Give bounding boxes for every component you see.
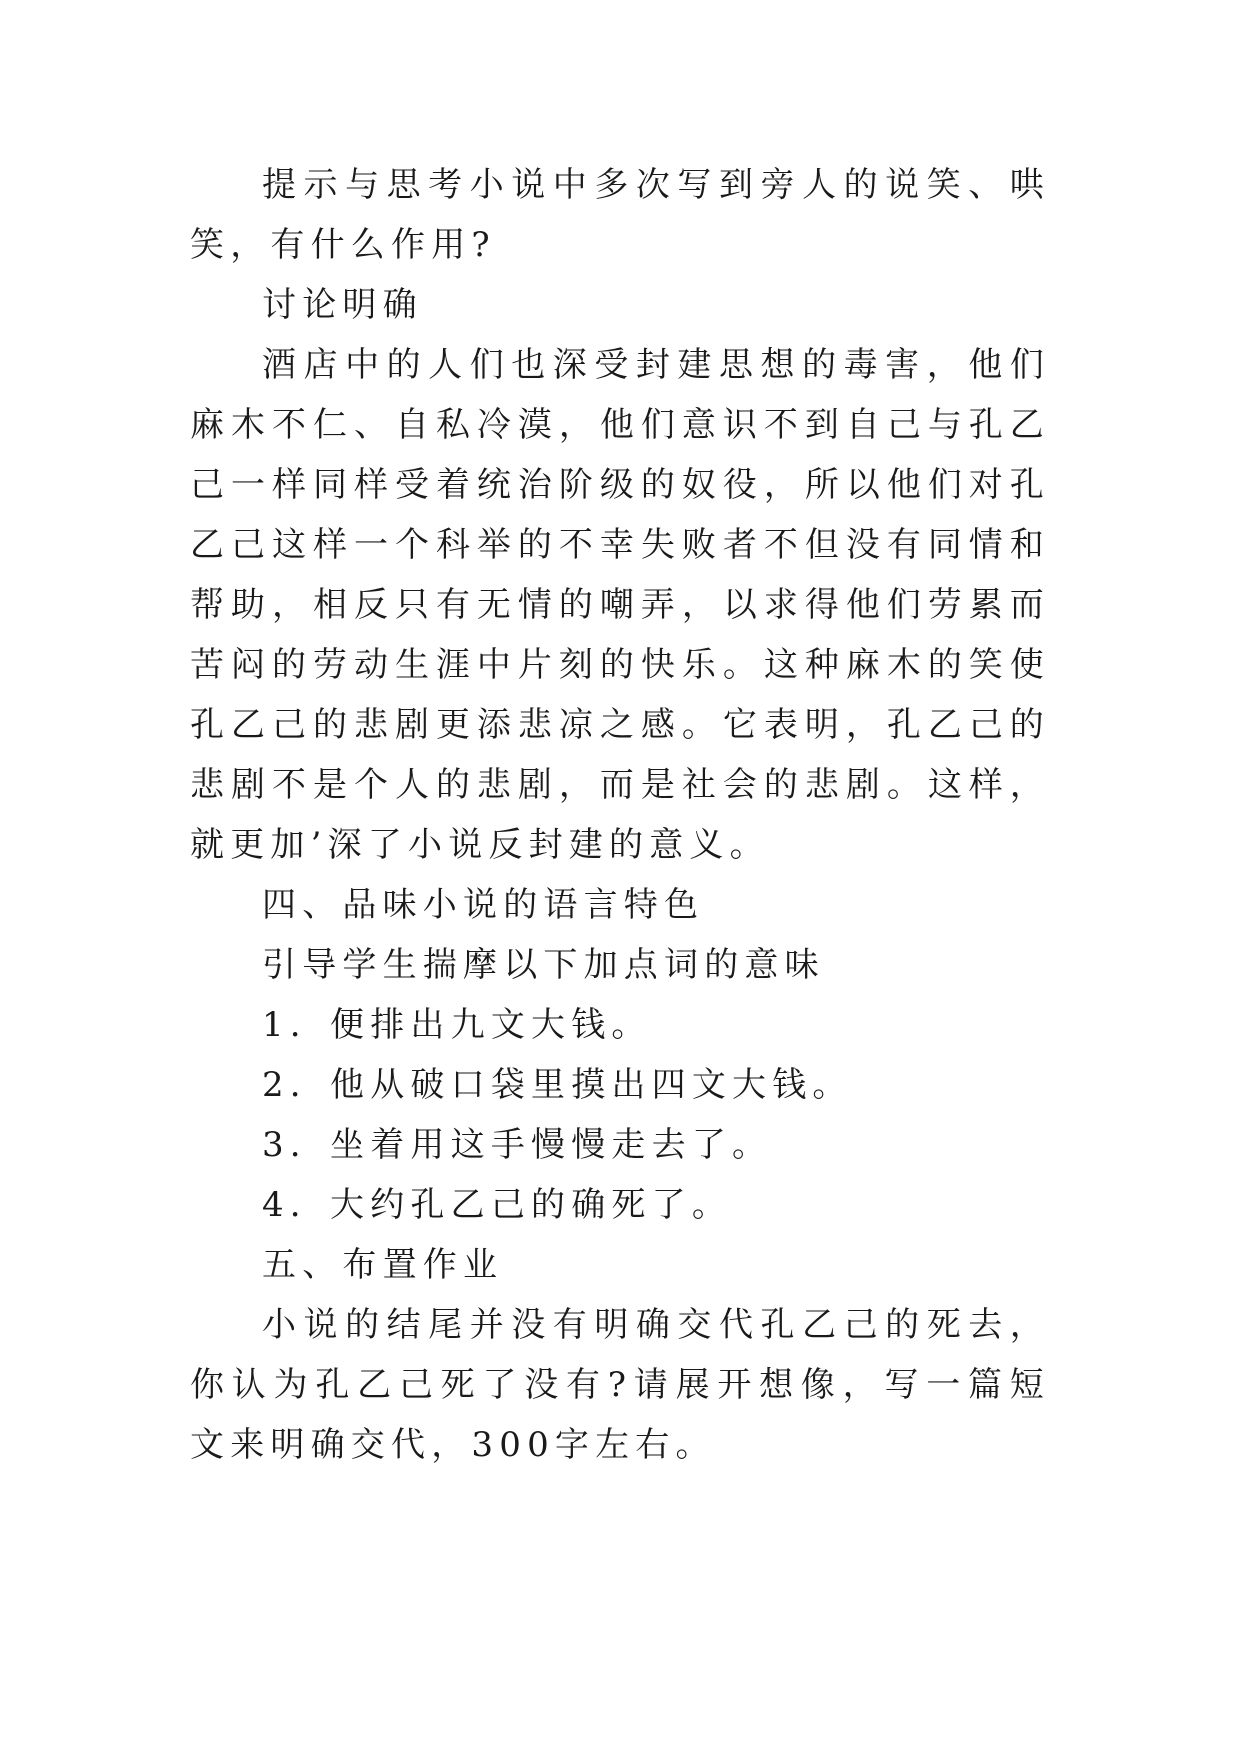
paragraph-homework: 小说的结尾并没有明确交代孔乙己的死去，你认为孔乙己死了没有?请展开想像，写一篇短文来明确交代，300字左右。 <box>190 1305 1050 1465</box>
list-item-1: 1．便排出九文大钱。 <box>262 1005 652 1045</box>
list-item-4: 4．大约孔乙己的确死了。 <box>262 1185 733 1225</box>
paragraph-discussion-heading: 讨论明确 <box>262 285 423 325</box>
paragraph-question: 提示与思考小说中多次写到旁人的说笑、哄笑，有什么作用? <box>190 165 1050 265</box>
paragraph-instruction: 引导学生揣摩以下加点词的意味 <box>262 945 825 985</box>
section-heading-homework: 五、布置作业 <box>262 1245 504 1285</box>
document-body <box>190 155 1050 1475</box>
list-item-3: 3．坐着用这手慢慢走去了。 <box>262 1125 773 1165</box>
list-item-2: 2．他从破口袋里摸出四文大钱。 <box>262 1065 853 1105</box>
paragraph-discussion-answer: 酒店中的人们也深受封建思想的毒害，他们麻木不仁、自私冷漠，他们意识不到自己与孔乙己一样同样受着统治阶级的奴役，所以他们对孔乙己这样一个科举的不幸失败者不但没有同情和帮助，相反只有无情的嘲弄，以求得他们劳累而苦闷的劳动生涯中片刻的快乐。这种麻木的笑使孔乙己的悲剧更添悲凉之感。它表明，孔乙己的悲剧不是个人的悲剧，而是社会的悲剧。这样，就更加’深了小说反封建的意义。 <box>190 345 1050 865</box>
section-heading-language: 四、品味小说的语言特色 <box>262 885 705 925</box>
